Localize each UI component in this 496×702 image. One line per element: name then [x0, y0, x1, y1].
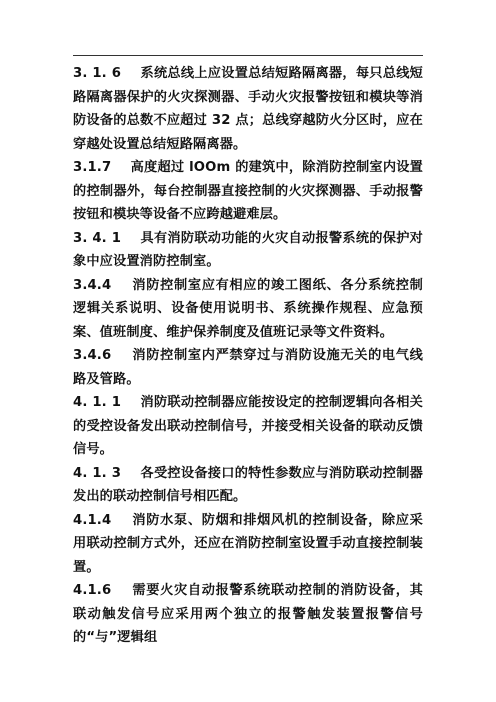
clause-4-1-4 [73, 509, 423, 580]
clause-text: 消防水泵、防烟和排烟风机的控制设备，除应采用联动控制方式外，还应在消防控制室设置手动直接控制装置。 [73, 512, 423, 575]
clause-4-1-1 [73, 391, 423, 462]
clause-text: 需要火灾自动报警系统联动控制的消防设备，其联动触发信号应采用两个独立的报警触发装置报警信号的“与”逻辑组 [73, 583, 423, 645]
clause-number: 4.1.4 [73, 512, 112, 528]
clause-3-4-4 [73, 274, 423, 345]
clause-number: 3.4.6 [73, 348, 112, 363]
clause-number: 3. 4. 1 [73, 230, 122, 246]
clause-4-1-3 [73, 462, 423, 509]
clause-3-4-6 [73, 344, 423, 391]
clause-number: 3.4.4 [73, 277, 112, 293]
clause-4-1-6 [73, 579, 423, 650]
clause-text: 消防联动控制器应能按设定的控制逻辑向各相关的受控设备发出联动控制信号，并接受相关设备的联动反馈信号。 [73, 395, 423, 457]
clause-text: 各受控设备接口的特性参数应与消防联动控制器发出的联动控制信号相匹配。 [73, 465, 423, 504]
clause-3-4-1 [73, 227, 423, 274]
clause-text: 消防控制室应有相应的竣工图纸、各分系统控制逻辑关系说明、设备使用说明书、系统操作规程、应急预案、值班制度、维护保养制度及值班记录等文件资料。 [73, 277, 423, 340]
clause-text: 具有消防联动功能的火灾自动报警系统的保护对象中应设置消防控制室。 [73, 230, 423, 269]
clause-number: 3.1.7 [73, 160, 112, 175]
clause-3-1-7 [73, 156, 423, 227]
clause-number: 4. 1. 1 [73, 395, 122, 410]
clause-3-1-6 [73, 62, 423, 156]
clause-number: 3. 1. 6 [73, 66, 122, 81]
clause-number: 4.1.6 [73, 583, 112, 598]
clause-number: 4. 1. 3 [73, 465, 122, 481]
clause-text: 系统总线上应设置总结短路隔离器，每只总线短路隔离器保护的火灾探测器、手动火灾报警按钮和模块等消防设备的总数不应超过 32 点；总线穿越防火分区时，应在穿越处设置总结短路隔离器。 [73, 66, 423, 152]
clause-text: 高度超过 lOOm 的建筑中，除消防控制室内设置的控制器外，每台控制器直接控制的火灾探测器、手动报警按钮和模块等设备不应跨越避难层。 [73, 160, 423, 222]
clause-text: 消防控制室内严禁穿过与消防设施无关的电气线路及管路。 [73, 348, 423, 387]
document-body [73, 62, 423, 650]
header-rule [73, 55, 423, 56]
